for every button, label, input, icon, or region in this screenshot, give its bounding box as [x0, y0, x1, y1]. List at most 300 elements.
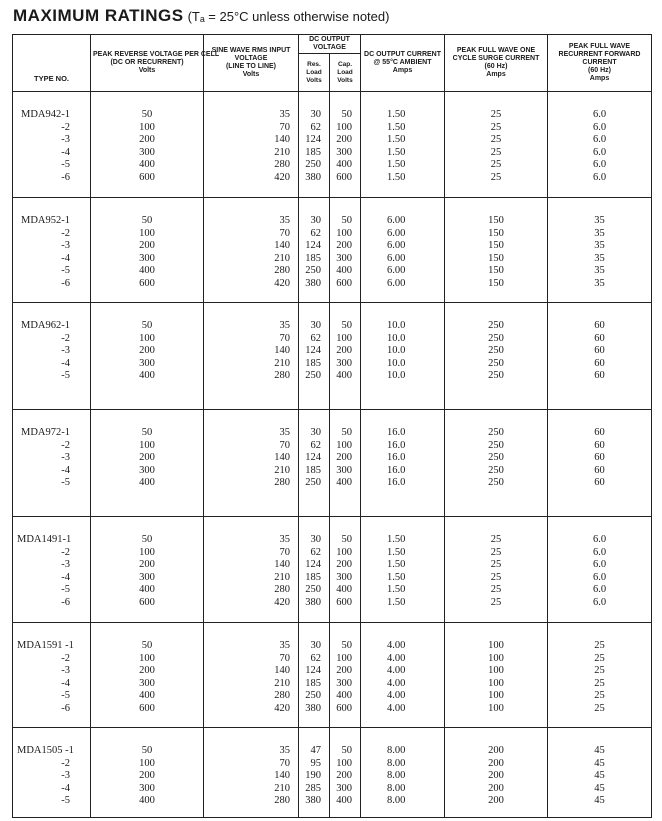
cell-value: 25 — [594, 665, 605, 677]
cell-value: 16.0 — [387, 477, 406, 489]
cell-value: 30 — [310, 640, 321, 651]
cell-value: 150 — [488, 215, 504, 226]
cell-value: 6.0 — [592, 134, 607, 146]
cell-value: 95 — [310, 757, 321, 769]
cell-value: 150 — [488, 240, 504, 252]
cell-cap-load — [330, 517, 361, 623]
cell-value: 600 — [139, 596, 155, 608]
cell-value: 62 — [310, 439, 321, 451]
table-row — [13, 517, 652, 623]
header-recurrent-current — [548, 35, 652, 92]
cell-value: 70 — [279, 757, 290, 769]
cell-value: 100 — [336, 546, 353, 558]
cell-value: 25 — [490, 546, 502, 558]
cell-value: -5 — [61, 690, 70, 702]
cell-value: 25 — [594, 640, 605, 651]
cell-value: 210 — [274, 571, 290, 583]
cell-value: 140 — [274, 134, 290, 146]
cell-value: 185 — [305, 677, 321, 689]
cell-value: 300 — [139, 571, 155, 583]
cell-value: 185 — [305, 357, 321, 369]
cell-value: 30 — [310, 320, 321, 331]
cell-value: 6.00 — [387, 252, 406, 264]
cell-cap-load — [330, 303, 361, 410]
cell-value: 25 — [594, 652, 605, 664]
cell-value: 100 — [336, 121, 353, 133]
cell-value: 50 — [341, 109, 353, 120]
cell-sine — [204, 623, 299, 728]
header-surge-label: PEAK FULL WAVE ONE CYCLE SURGE CURRENT — [452, 47, 540, 62]
cell-type-no — [13, 517, 91, 623]
cell-value: 300 — [336, 464, 353, 476]
cell-value: 140 — [274, 559, 290, 571]
header-dc-output-voltage: DC OUTPUT VOLTAGE — [299, 35, 361, 54]
cell-value: MDA942-1 — [21, 109, 70, 120]
cell-value: -2 — [61, 652, 70, 664]
cell-prv — [91, 303, 204, 410]
cell-value: 250 — [488, 320, 504, 331]
cell-value: 200 — [139, 665, 155, 677]
cell-value: 100 — [488, 665, 504, 677]
cell-value: 35 — [279, 745, 290, 756]
cell-value: 16.0 — [387, 439, 406, 451]
cell-value: 25 — [490, 121, 502, 133]
cell-prv — [91, 728, 204, 818]
cell-value: 45 — [594, 770, 605, 782]
cell-value: 60 — [594, 357, 605, 369]
cell-res-load — [299, 410, 330, 517]
cell-value: 50 — [341, 745, 353, 756]
cell-recurrent — [548, 410, 652, 517]
cell-value: 140 — [274, 770, 290, 782]
cell-value: 60 — [594, 464, 605, 476]
cell-value: 250 — [305, 370, 321, 382]
cell-value: -3 — [61, 770, 70, 782]
cell-value: 200 — [488, 770, 504, 782]
cell-value: -2 — [61, 439, 70, 451]
cell-value: 60 — [594, 332, 605, 344]
cell-value: 124 — [305, 345, 321, 357]
cell-value: 300 — [139, 464, 155, 476]
cell-value: 200 — [139, 134, 155, 146]
cell-value: 185 — [305, 146, 321, 158]
cell-sine — [204, 303, 299, 410]
cell-value: -2 — [61, 121, 70, 133]
cell-surge — [445, 92, 548, 198]
cell-value: 600 — [336, 277, 353, 289]
title-conditions: (Tₐ = 25°C unless otherwise noted) — [187, 9, 390, 24]
header-dci-label: DC OUTPUT CURRENT @ 55°C AMBIENT — [364, 51, 442, 66]
cell-value: 1.50 — [387, 171, 406, 183]
cell-value: 25 — [594, 702, 605, 714]
cell-value: -2 — [61, 332, 70, 344]
cell-value: 200 — [488, 757, 504, 769]
ratings-table — [12, 34, 652, 818]
cell-value: 10.0 — [387, 370, 406, 382]
cell-value: -4 — [61, 677, 70, 689]
cell-value: -3 — [61, 452, 70, 464]
cell-value: 1.50 — [387, 596, 406, 608]
cell-value: 250 — [488, 370, 504, 382]
cell-value: -4 — [61, 782, 70, 794]
cell-value: 30 — [310, 215, 321, 226]
cell-value: 100 — [488, 677, 504, 689]
cell-value: 100 — [139, 757, 155, 769]
cell-prv — [91, 623, 204, 728]
cell-value: 300 — [139, 677, 155, 689]
cell-value: 8.00 — [387, 795, 406, 807]
cell-value: 60 — [594, 427, 605, 438]
cell-value: 25 — [490, 109, 502, 120]
cell-value: 100 — [139, 121, 155, 133]
cell-value: 25 — [490, 584, 502, 596]
cell-value: 45 — [594, 745, 605, 756]
cell-value: 4.00 — [387, 690, 406, 702]
cell-value: 200 — [139, 770, 155, 782]
cell-value: 100 — [139, 546, 155, 558]
cell-value: 400 — [336, 370, 353, 382]
cell-value: 8.00 — [387, 770, 406, 782]
cell-cap-load — [330, 728, 361, 818]
cell-recurrent — [548, 198, 652, 303]
cell-surge — [445, 410, 548, 517]
cell-value: -5 — [61, 477, 70, 489]
cell-value: 50 — [341, 534, 353, 545]
cell-value: -2 — [61, 546, 70, 558]
cell-res-load — [299, 92, 330, 198]
cell-value: 250 — [488, 464, 504, 476]
cell-value: 35 — [594, 215, 605, 226]
cell-value: 420 — [274, 171, 290, 183]
cell-type-no — [13, 92, 91, 198]
cell-value: -6 — [61, 171, 70, 183]
cell-value: 4.00 — [387, 665, 406, 677]
cell-value: 250 — [305, 159, 321, 171]
cell-value: 35 — [279, 109, 290, 120]
cell-value: 400 — [336, 477, 353, 489]
cell-value: 280 — [274, 159, 290, 171]
cell-value: 6.0 — [592, 171, 607, 183]
header-rec-unit: Amps — [589, 75, 610, 82]
cell-value: -4 — [61, 252, 70, 264]
cell-recurrent — [548, 728, 652, 818]
cell-dc-current — [361, 198, 445, 303]
cell-value: 16.0 — [387, 452, 406, 464]
cell-value: 25 — [594, 677, 605, 689]
header-prv-unit: Volts — [138, 67, 156, 74]
cell-recurrent — [548, 623, 652, 728]
cell-value: 35 — [279, 534, 290, 545]
cell-type-no — [13, 728, 91, 818]
cell-value: 50 — [141, 320, 153, 331]
table-row — [13, 198, 652, 303]
cell-value: 400 — [336, 265, 353, 277]
cell-value: 280 — [274, 584, 290, 596]
cell-value: -4 — [61, 464, 70, 476]
cell-value: 210 — [274, 357, 290, 369]
cell-value: MDA972-1 — [21, 427, 70, 438]
cell-value: 300 — [336, 782, 353, 794]
cell-value: 70 — [279, 121, 290, 133]
cell-value: 420 — [274, 596, 290, 608]
cell-value: 16.0 — [387, 427, 406, 438]
cell-value: 25 — [594, 690, 605, 702]
cell-dc-current — [361, 303, 445, 410]
cell-value: -6 — [61, 596, 70, 608]
cell-value: 600 — [139, 277, 155, 289]
cell-value: 380 — [305, 171, 321, 183]
cell-value: 35 — [594, 240, 605, 252]
cell-value: 8.00 — [387, 782, 406, 794]
cell-value: 400 — [139, 795, 155, 807]
cell-value: 300 — [139, 357, 155, 369]
cell-value: 185 — [305, 252, 321, 264]
cell-value: -2 — [61, 757, 70, 769]
cell-value: MDA1591 -1 — [17, 640, 74, 651]
cell-dc-current — [361, 92, 445, 198]
cell-value: 6.0 — [592, 109, 607, 120]
cell-cap-load — [330, 410, 361, 517]
cell-value: -6 — [61, 702, 70, 714]
header-sine-wave-input — [204, 35, 299, 92]
cell-value: 10.0 — [387, 332, 406, 344]
cell-value: -3 — [61, 240, 70, 252]
cell-value: 45 — [594, 795, 605, 807]
cell-value: 200 — [139, 559, 155, 571]
cell-value: 124 — [305, 452, 321, 464]
cell-value: 150 — [488, 252, 504, 264]
cell-sine — [204, 728, 299, 818]
cell-value: 400 — [336, 584, 353, 596]
cell-value: 25 — [490, 596, 502, 608]
cell-value: 100 — [488, 652, 504, 664]
cell-value: 100 — [336, 652, 353, 664]
cell-value: 35 — [279, 427, 290, 438]
cell-value: 100 — [139, 652, 155, 664]
cell-prv — [91, 410, 204, 517]
cell-surge — [445, 517, 548, 623]
cell-value: 50 — [341, 320, 353, 331]
cell-value: 140 — [274, 345, 290, 357]
cell-type-no — [13, 410, 91, 517]
cell-value: 30 — [310, 534, 321, 545]
cell-value: 25 — [490, 134, 502, 146]
cell-value: 400 — [139, 265, 155, 277]
cell-value: 250 — [488, 345, 504, 357]
cell-value: 600 — [139, 171, 155, 183]
page-title — [13, 6, 389, 26]
cell-value: 100 — [139, 227, 155, 239]
cell-value: 200 — [336, 345, 353, 357]
cell-res-load — [299, 303, 330, 410]
cell-value: 6.0 — [592, 584, 607, 596]
cell-value: 10.0 — [387, 357, 406, 369]
cell-prv — [91, 517, 204, 623]
cell-value: 100 — [488, 640, 504, 651]
cell-value: 70 — [279, 546, 290, 558]
cell-value: 35 — [594, 252, 605, 264]
cell-value: 200 — [488, 782, 504, 794]
cell-value: 1.50 — [387, 571, 406, 583]
cell-value: -3 — [61, 559, 70, 571]
cell-value: -5 — [61, 370, 70, 382]
cell-type-no — [13, 623, 91, 728]
cell-value: 50 — [141, 215, 153, 226]
cell-value: 50 — [141, 745, 153, 756]
cell-value: 600 — [336, 596, 353, 608]
cell-surge — [445, 303, 548, 410]
cell-value: 6.00 — [387, 277, 406, 289]
cell-value: 1.50 — [387, 109, 406, 120]
cell-value: 300 — [336, 677, 353, 689]
cell-value: 200 — [139, 345, 155, 357]
cell-value: 35 — [279, 640, 290, 651]
cell-value: 380 — [305, 596, 321, 608]
cell-value: -3 — [61, 665, 70, 677]
cell-sine — [204, 410, 299, 517]
cell-value: 300 — [139, 146, 155, 158]
cell-cap-load — [330, 198, 361, 303]
cell-value: 4.00 — [387, 677, 406, 689]
cell-res-load — [299, 728, 330, 818]
cell-value: 190 — [305, 770, 321, 782]
header-cap-load: Cap. Load Volts — [330, 54, 361, 92]
cell-value: 285 — [305, 782, 321, 794]
header-peak-reverse-voltage — [91, 35, 220, 92]
cell-value: 300 — [139, 782, 155, 794]
cell-value: 16.0 — [387, 464, 406, 476]
cell-value: 185 — [305, 571, 321, 583]
cell-value: 100 — [336, 227, 353, 239]
cell-value: MDA1491-1 — [17, 534, 72, 545]
cell-value: 420 — [274, 277, 290, 289]
cell-value: 35 — [594, 277, 605, 289]
cell-value: 124 — [305, 134, 321, 146]
header-surge-unit: Amps — [486, 71, 506, 78]
cell-value: 50 — [341, 427, 353, 438]
cell-value: 600 — [139, 702, 155, 714]
header-prv-label: PEAK REVERSE VOLTAGE PER CELL — [93, 51, 220, 58]
cell-value: 45 — [594, 782, 605, 794]
cell-value: -2 — [61, 227, 70, 239]
cell-value: 60 — [594, 345, 605, 357]
cell-value: -5 — [61, 159, 70, 171]
header-sine-note: (LINE TO LINE) — [225, 63, 277, 70]
cell-value: 400 — [139, 370, 155, 382]
cell-value: 100 — [488, 702, 504, 714]
cell-cap-load — [330, 92, 361, 198]
cell-value: 250 — [305, 265, 321, 277]
cell-value: 380 — [305, 277, 321, 289]
cell-surge — [445, 623, 548, 728]
cell-value: 8.00 — [387, 757, 406, 769]
cell-value: 300 — [336, 252, 353, 264]
header-sine-unit: Volts — [242, 71, 260, 78]
cell-sine — [204, 92, 299, 198]
cell-value: 60 — [594, 477, 605, 489]
cell-value: 25 — [490, 571, 502, 583]
cell-type-no — [13, 303, 91, 410]
cell-res-load — [299, 198, 330, 303]
cell-value: 60 — [594, 370, 605, 382]
cell-value: 600 — [336, 702, 353, 714]
cell-value: 124 — [305, 240, 321, 252]
cell-value: 60 — [594, 439, 605, 451]
cell-value: 10.0 — [387, 345, 406, 357]
cell-value: 1.50 — [387, 159, 406, 171]
table-row — [13, 410, 652, 517]
cell-value: 6.0 — [592, 534, 607, 545]
cell-value: 250 — [488, 427, 504, 438]
cell-value: 45 — [594, 757, 605, 769]
cell-value: 60 — [594, 320, 605, 331]
cell-value: 100 — [488, 690, 504, 702]
cell-value: 6.00 — [387, 215, 406, 226]
cell-value: 4.00 — [387, 640, 406, 651]
cell-value: 1.50 — [387, 534, 406, 545]
cell-prv — [91, 92, 204, 198]
cell-value: 70 — [279, 332, 290, 344]
cell-value: 140 — [274, 240, 290, 252]
cell-value: 200 — [336, 559, 353, 571]
cell-value: 50 — [141, 640, 153, 651]
cell-value: 30 — [310, 427, 321, 438]
header-dc-output-current — [361, 35, 445, 92]
cell-value: 4.00 — [387, 652, 406, 664]
cell-value: 420 — [274, 702, 290, 714]
cell-value: 200 — [139, 240, 155, 252]
cell-value: 400 — [139, 477, 155, 489]
cell-value: 1.50 — [387, 559, 406, 571]
cell-value: 250 — [488, 452, 504, 464]
cell-value: 250 — [488, 439, 504, 451]
cell-value: MDA952-1 — [21, 215, 70, 226]
cell-value: 124 — [305, 559, 321, 571]
cell-value: 6.0 — [592, 596, 607, 608]
cell-value: 1.50 — [387, 546, 406, 558]
cell-value: 400 — [336, 690, 353, 702]
cell-res-load — [299, 517, 330, 623]
cell-value: MDA962-1 — [21, 320, 70, 331]
cell-value: 150 — [488, 227, 504, 239]
header-surge-current — [445, 35, 548, 92]
cell-value: -5 — [61, 265, 70, 277]
cell-surge — [445, 198, 548, 303]
cell-value: 62 — [310, 227, 321, 239]
cell-value: 250 — [305, 477, 321, 489]
cell-value: 6.0 — [592, 146, 607, 158]
cell-value: 1.50 — [387, 134, 406, 146]
table-row — [13, 623, 652, 728]
cell-value: 400 — [139, 584, 155, 596]
header-surge-note: (60 Hz) — [484, 63, 508, 70]
cell-value: 200 — [336, 452, 353, 464]
cell-value: 200 — [336, 134, 353, 146]
cell-recurrent — [548, 517, 652, 623]
cell-value: 200 — [488, 795, 504, 807]
cell-value: 4.00 — [387, 702, 406, 714]
cell-value: 210 — [274, 464, 290, 476]
cell-value: 280 — [274, 477, 290, 489]
cell-sine — [204, 198, 299, 303]
cell-value: 35 — [279, 215, 290, 226]
cell-value: 400 — [336, 795, 353, 807]
cell-value: 100 — [336, 439, 353, 451]
cell-dc-current — [361, 517, 445, 623]
table-row — [13, 728, 652, 818]
cell-value: 185 — [305, 464, 321, 476]
cell-value: -5 — [61, 795, 70, 807]
